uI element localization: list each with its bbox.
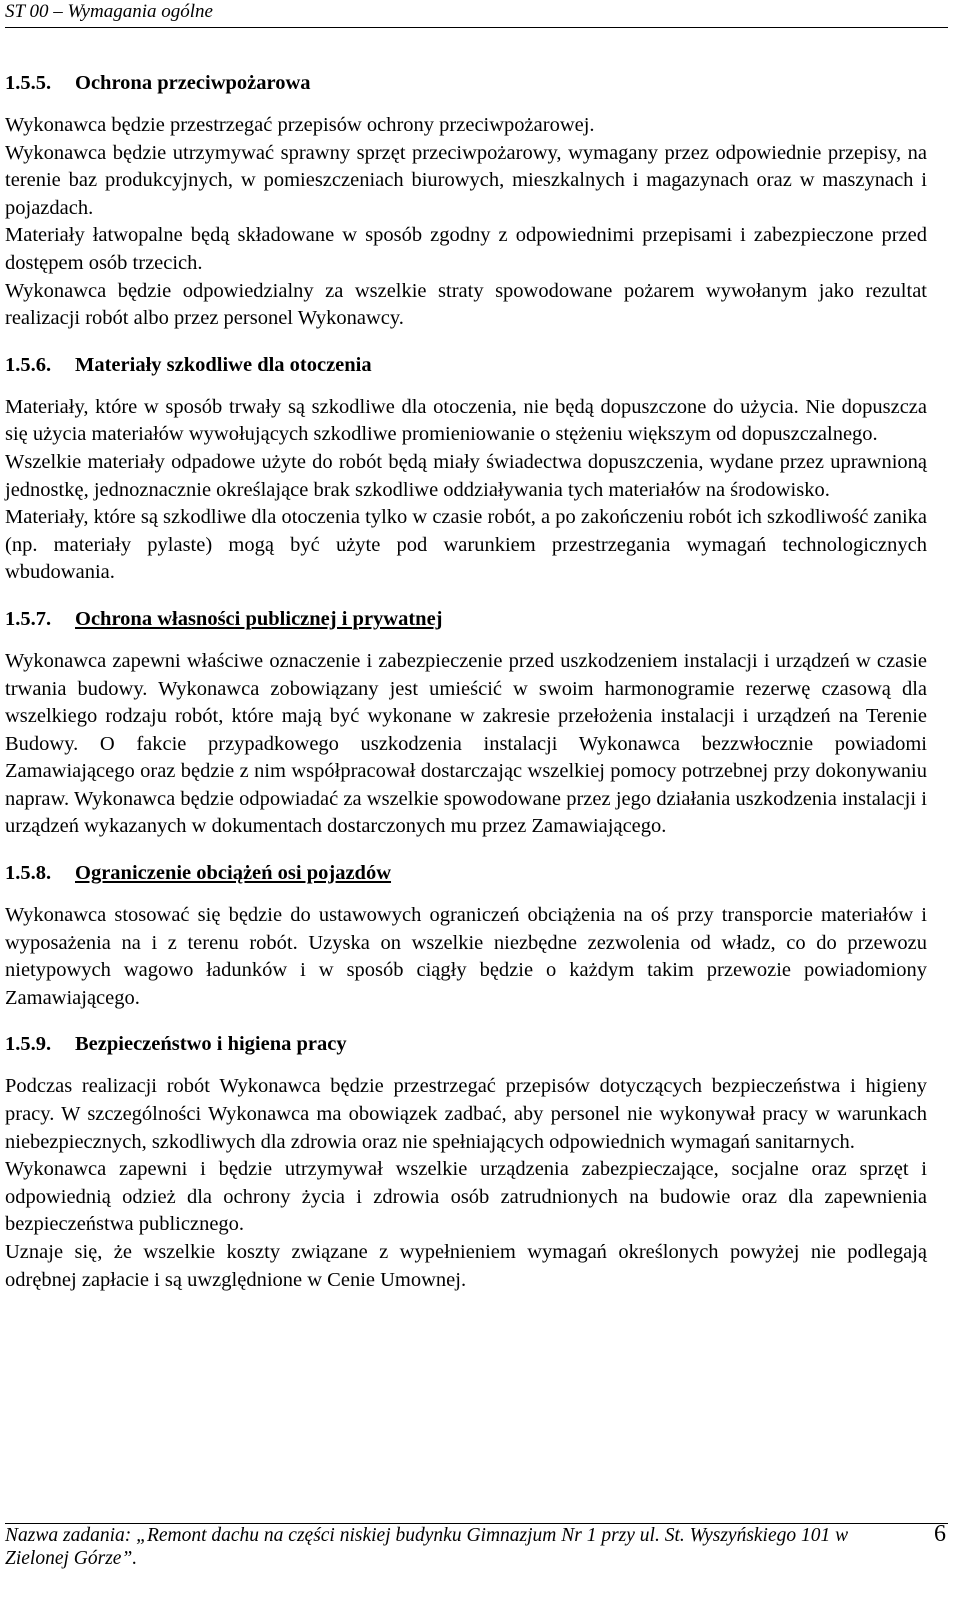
section-title: Bezpieczeństwo i higiena pracy: [75, 1033, 347, 1056]
paragraph: Wykonawca zapewni i będzie utrzymywał wszelkie urządzenia zabezpieczające, socjalne oraz sprzęt i odpowiednią odzież dla ochrony życia i zdrowia osób zatrudnionych na budowie oraz dla zapewnienia bezpieczeństwa publicznego.: [5, 1158, 927, 1236]
section-title: Ochrona własności publicznej i prywatnej: [75, 607, 443, 630]
paragraph: Materiały łatwopalne będą składowane w sposób zgodny z odpowiednimi przepisami i zabezpieczone przed dostępem osób trzecich.: [5, 224, 927, 274]
section-number: 1.5.5.: [5, 72, 52, 94]
paragraph: Wszelkie materiały odpadowe użyte do robót będą miały świadectwa dopuszczenia, wydane przez uprawnioną jednostkę, jednoznacznie określające brak szkodliwe oddziaływania tych materiałów na środowisko.: [5, 450, 927, 501]
section-heading: [5, 859, 927, 888]
paragraph: Wykonawca stosować się będzie do ustawowych ograniczeń obciążenia na oś przy transporcie materiałów i wyposażenia na i z terenu robót. Uzyska on wszelkie niezbędne zezwolenia od władz, co do przewozu nietypowych wagowo ładunków i w sposób ciągły będzie o każdym takim przewozie powiadomiony Zamawiającego.: [5, 904, 927, 1009]
section-title: Materiały szkodliwe dla otoczenia: [75, 353, 372, 376]
paragraph: Materiały, które są szkodliwe dla otoczenia tylko w czasie robót, a po zakończeniu robót ich szkodliwość zanika (np. materiały pylaste) mogą być użyte pod warunkiem przestrzegania wymagań technologicznych wbudowania.: [5, 506, 927, 584]
footer-task-name: Nazwa zadania: „Remont dachu na części niskiej budynku Gimnazjum Nr 1 przy ul. St. Wyszyńskiego 101 w Zielonej Górze”.: [5, 1525, 849, 1569]
paragraph: Wykonawca będzie utrzymywać sprawny sprzęt przeciwpożarowy, wymagany przez odpowiednie przepisy, na terenie baz produkcyjnych, w pomieszczeniach biurowych, mieszkalnych i magazynach oraz w maszynach i pojazdach.: [5, 141, 927, 219]
section-title: Ochrona przeciwpożarowa: [75, 72, 311, 94]
paragraph: Uznaje się, że wszelkie koszty związane z wypełnieniem wymagań określonych powyżej nie podlegają odrębnej zapłacie i są uwzględnione w Cenie Umownej.: [5, 1241, 927, 1291]
header-divider: [5, 27, 948, 28]
paragraph: Materiały, które w sposób trwały są szkodliwe dla otoczenia, nie będą dopuszczone do użycia. Nie dopuszcza się użycia materiałów wywołujących szkodliwe promieniowanie o stężeniu większym od dopuszczalnego.: [5, 395, 927, 446]
section-number: 1.5.6.: [5, 353, 52, 376]
section-heading: [5, 605, 927, 634]
section-heading: [5, 1030, 927, 1059]
page-header-title: ST 00 – Wymagania ogólne: [5, 1, 213, 22]
paragraph: Podczas realizacji robót Wykonawca będzie przestrzegać przepisów dotyczących bezpieczeństwa i higieny pracy. W szczególności Wykonawca ma obowiązek zadbać, aby personel nie wykonywał pracy w warunkach niebezpiecznych, szkodliwych dla zdrowia oraz nie spełniających odpowiednich wymagań sanitarnych.: [5, 1075, 927, 1153]
section-axle-load-limits: [5, 859, 927, 1012]
section-number: 1.5.8.: [5, 862, 52, 885]
section-heading: [5, 351, 927, 380]
paragraph: Wykonawca będzie przestrzegać przepisów ochrony przeciwpożarowej.: [5, 114, 595, 136]
section-number: 1.5.9.: [5, 1033, 52, 1056]
section-heading: [5, 69, 927, 98]
section-hazardous-materials: [5, 351, 927, 587]
section-fire-protection: [5, 69, 927, 333]
section-title: Ograniczenie obciążeń osi pojazdów: [75, 862, 392, 885]
paragraph: Wykonawca zapewni właściwe oznaczenie i zabezpieczenie przed uszkodzeniem instalacji i urządzeń w czasie trwania budowy. Wykonawca zobowiązany jest umieścić w swoim harmonogramie rezerwę czasową dla wszelkiego rodzaju robót, które mają być wykonane w zakresie przełożenia instalacji i urządzeń na Terenie Budowy. O fakcie przypadkowego uszkodzenia instalacji Wykonawca bezzwłocznie powiadomi Zamawiającego oraz będzie z nim współpracował dostarczając wszelkiej pomocy potrzebnej przy dokonywaniu napraw. Wykonawca będzie odpowiadać za wszelkie spowodowane przez jego działania uszkodzenia instalacji i urządzeń wykazanych w dokumentach dostarczonych mu przez Zamawiającego.: [5, 649, 927, 838]
document-body: [5, 69, 927, 1294]
section-property-protection: [5, 605, 927, 841]
section-number: 1.5.7.: [5, 607, 52, 630]
paragraph: Wykonawca będzie odpowiedzialny za wszelkie straty spowodowane pożarem wywołanym jako rezultat realizacji robót albo przez personel Wykonawcy.: [5, 279, 927, 330]
page-number: 6: [934, 1521, 946, 1547]
section-health-safety: [5, 1030, 927, 1294]
